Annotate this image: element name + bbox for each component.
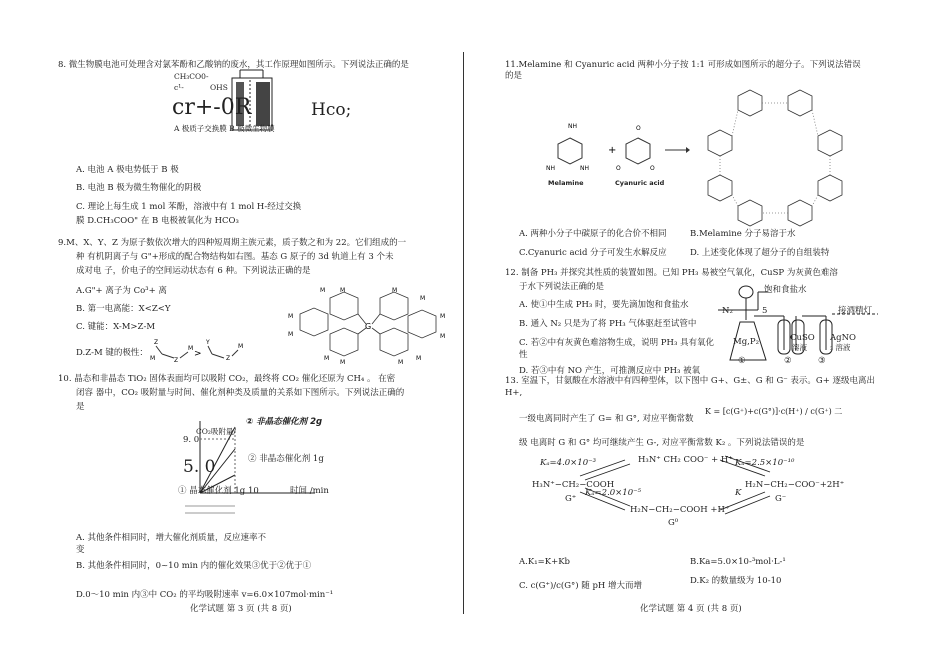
q10-graph-legend: ② 非晶态催化剂 2g xyxy=(246,417,323,427)
q10-stem: 闭容 器中，CO₂ 吸附量与时间、催化剂种类及质量的关系如下图所示。下列说法正确的 xyxy=(76,388,405,398)
svg-text:M: M xyxy=(238,343,244,350)
q9-polarity-figure xyxy=(146,334,246,372)
svg-text:M: M xyxy=(416,355,422,362)
q13-option-d: D.K₂ 的数量级为 10-10 xyxy=(690,576,782,586)
q13-line2: 级 电离时 G 和 G° 均可继续产生 G-, 对应平衡常数 K₂ 。下列说法错误的是 xyxy=(519,438,805,448)
q8-fig-big-label: Hco; xyxy=(311,100,352,120)
q12-label-mgp: Mg,P₂ xyxy=(733,337,759,347)
q12-option-d: D. 若③中有 NO 产生，可推测反应中 PH₃ 被氧 xyxy=(519,366,701,376)
q11-option-b: B.Melamine 分子易溶于水 xyxy=(690,229,796,239)
q10-option-b: B. 其他条件相同时，0~10 min 内的催化效果③优于②优于① xyxy=(76,561,312,571)
q10-option-d: D.0～10 min 内③中 CO₂ 的平均吸附速率 v=6.0×107mol·min⁻¹ xyxy=(76,590,334,600)
q9-stem: 种 有机阴离子与 G"+形成的配合物结构如右图。基态 G 原子的 3d 轨道上有 3 个未 xyxy=(76,252,394,262)
q10-graph-ytick: 5. 0 xyxy=(183,457,216,477)
q10-graph-xlabel: 时间 /min xyxy=(290,486,329,496)
q12-label-1: ① xyxy=(738,356,746,366)
q13-species-left: H₃N⁺−CH₂−COOH xyxy=(532,480,615,490)
svg-text:M: M xyxy=(340,359,346,366)
column-divider xyxy=(463,52,464,614)
q9-complex-structure xyxy=(280,288,455,366)
q13-ka-right: Kₐ=2.5×10⁻¹⁰ xyxy=(735,458,795,468)
q13-species-right: H₂N−CH₂−COO⁻+2H⁺ xyxy=(745,480,845,490)
q13-species-top: H₃N⁺ CH₂ COO⁻ + H⁺ xyxy=(638,455,733,465)
q8-option-c: C. 理论上每生成 1 mol 苯酚，溶液中有 1 mol H-经过交换 xyxy=(76,202,302,212)
q12-label-agno3: AgNO xyxy=(830,333,856,343)
q12-label-3: ③ xyxy=(818,356,826,366)
q13-option-c: C. c(G⁺)/c(G°) 随 pH 增大而增 xyxy=(519,581,643,591)
q12-option-b: B. 通入 N₂ 只是为了将 PH₃ 气体驱赶至试管中 xyxy=(519,319,697,329)
svg-text:M: M xyxy=(320,287,326,294)
q8-fig-caption: A 极质子交换膜 B 极微生物膜 xyxy=(174,124,275,133)
q8-fig-big-label: cr+-0R xyxy=(172,95,252,120)
q12-label-cuso4-sol: 溶液 xyxy=(792,343,807,352)
q9-center-atom: G xyxy=(365,322,372,331)
q10-option-a-cont: 变 xyxy=(76,545,85,555)
svg-text:Z: Z xyxy=(226,355,231,362)
svg-text:Y: Y xyxy=(206,339,210,346)
q10-stem: 是 xyxy=(76,402,85,412)
q11-option-d: D. 上述变化体现了超分子的自组装特 xyxy=(690,248,830,258)
q12-label-2: ② xyxy=(784,356,792,366)
svg-text:M: M xyxy=(288,331,294,338)
svg-text:M: M xyxy=(288,313,294,320)
q11-option-c: C.Cyanuric acid 分子可发生水解反应 xyxy=(519,248,667,258)
q11-supramolecule xyxy=(690,80,865,230)
q12-option-c: C. 若②中有灰黄色难溶物生成，说明 PH₃ 具有氧化 xyxy=(519,338,715,348)
svg-text:>: > xyxy=(194,349,202,359)
svg-text:M: M xyxy=(398,359,404,366)
svg-text:Z: Z xyxy=(154,339,159,346)
q10-graph-ylabel: CO₂吸附量/ xyxy=(196,427,236,436)
svg-text:O: O xyxy=(650,165,655,172)
q13-species-bottom: H₂N−CH₂−COOH +H⁺ xyxy=(630,505,730,515)
q13-species-bottom-label: G⁰ xyxy=(668,518,679,528)
q13-ka-left: Kₐ=4.0×10⁻³ xyxy=(540,458,597,468)
q13-option-b: B.Ka=5.0×10-³mol·L-¹ xyxy=(690,557,786,567)
svg-text:M: M xyxy=(188,345,194,352)
q12-label-tail-gas: 接酒精灯 xyxy=(838,306,873,316)
svg-text:M: M xyxy=(340,287,346,294)
svg-text:M: M xyxy=(440,333,446,340)
q8-fig-label: OHS xyxy=(210,83,228,92)
q13-species-right-label: G⁻ xyxy=(775,494,787,504)
svg-text:O: O xyxy=(616,165,621,172)
q8-option-c-cont: 膜 D.CH₃COO" 在 B 电极被氧化为 HCO₃ xyxy=(76,216,239,226)
q9-option-c: C. 键能：X-M>Z-M xyxy=(76,322,156,332)
q13-kb-left: Kₐ=2.0×10⁻⁵ xyxy=(585,488,642,498)
q12-label-agno3-sol: ₃ 溶液 xyxy=(830,343,851,352)
q10-graph-legend: ① 晶态催化剂 1g 10 xyxy=(178,486,259,496)
q13-species-left-label: G⁺ xyxy=(565,494,577,504)
q12-option-c-cont: 性 xyxy=(519,350,528,360)
q11-stem: 11.Melamine 和 Cyanuric acid 两种小分子按 1:1 可形成如图所示的超分子。下列说法错误 xyxy=(505,60,861,70)
svg-text:NH: NH xyxy=(546,165,555,172)
q12-label-cuso4: CuSO xyxy=(790,333,815,343)
q12-label-n2: N₂ xyxy=(722,306,733,316)
q8-option-b: B. 电池 B 极为微生物催化的阴极 xyxy=(76,183,202,193)
complex-structure-icon xyxy=(280,288,455,366)
q13-stem: 13. 室温下，甘氨酸在水溶液中有四种型体，以下图中 G+、G±、G 和 G⁻ 表示。G+ 逐级电离出 xyxy=(505,376,876,386)
svg-text:M: M xyxy=(150,355,156,362)
svg-text:M: M xyxy=(440,313,446,320)
right-footer: 化学试题 第 4 页 (共 8 页) xyxy=(640,604,742,614)
svg-text:+: + xyxy=(608,145,617,156)
supramolecule-icon xyxy=(690,80,865,230)
q8-stem: 8. 微生物膜电池可处理含对氯苯酚和乙酸钠的废水，其工作原理如图所示。下列说法正确的是 xyxy=(58,60,409,70)
q12-stem: 于水下列说法正确的是 xyxy=(519,282,605,292)
svg-text:M: M xyxy=(324,355,330,362)
q11-label-cyanuric: Cyanuric acid xyxy=(615,179,665,187)
q9-stem: 9.M、X、Y、Z 为原子数依次增大的四种短周期主族元素，质子数之和为 22。它们组成的一 xyxy=(58,238,407,248)
q8-option-a: A. 电池 A 极电势低于 B 极 xyxy=(76,165,179,175)
q8-fig-label: CH₃CO0- xyxy=(174,72,209,81)
q11-label-melamine: Melamine xyxy=(548,179,584,187)
q9-stem: 成对电 子，价电子的空间运动状态有 6 种。下列说法正确的是 xyxy=(76,266,311,276)
svg-text:O: O xyxy=(636,125,641,132)
q10-option-a: A. 其他条件相同时，增大催化剂质量，反应速率不 xyxy=(76,533,267,543)
q11-option-a: A. 两种小分子中碳原子的化合价不相同 xyxy=(519,229,667,239)
left-footer: 化学试题 第 3 页 (共 8 页) xyxy=(190,604,292,614)
q10-graph-ytick: 9. 0 xyxy=(183,435,200,445)
q12-label-5: 5 xyxy=(762,306,768,316)
q13-formula-k: K = [c(G⁺)+c(G°)]·c(H⁺) / c(G⁺) 二 xyxy=(705,407,843,416)
svg-text:M: M xyxy=(420,295,426,302)
svg-text:M: M xyxy=(392,287,398,294)
q9-option-b: B. 第一电离能：X<Z<Y xyxy=(76,304,171,314)
q13-kb-right: K xyxy=(735,488,742,498)
q12-label-salt-water: 饱和食盐水 xyxy=(764,285,807,295)
q12-stem: 12. 制备 PH₃ 并探究其性质的装置如图。已知 PH₃ 易被空气氧化，CuSP 为灰黄色难溶 xyxy=(505,268,838,278)
svg-text:NH: NH xyxy=(580,165,589,172)
bond-compare-icon xyxy=(146,334,246,368)
q12-option-a: A. 使①中生成 PH₃ 时，要先滴加饱和食盐水 xyxy=(519,300,689,310)
q10-graph-legend: ② 非晶态催化剂 1g xyxy=(248,454,324,464)
q13-option-a: A.K₁=K+Kb xyxy=(519,557,570,567)
q9-option-d: D.Z-M 键的极性： xyxy=(76,348,148,358)
q9-option-a: A.G"+ 离子为 Co³+ 离 xyxy=(76,286,167,296)
q11-stem-tail: 的是 xyxy=(505,71,523,81)
q13-stem: H+, xyxy=(505,388,523,398)
svg-text:Z: Z xyxy=(174,357,179,364)
svg-text:NH: NH xyxy=(568,123,577,130)
q10-stem: 10. 晶态和非晶态 TiO₂ 固体表面均可以吸附 CO₂，最终将 CO₂ 催化还原为 CH₄ 。 在密 xyxy=(58,374,396,384)
q8-fig-label: c¹- xyxy=(174,83,184,92)
q13-line1: 一级电离同时产生了 G= 和 G°, 对应平衡常数 xyxy=(519,414,694,424)
